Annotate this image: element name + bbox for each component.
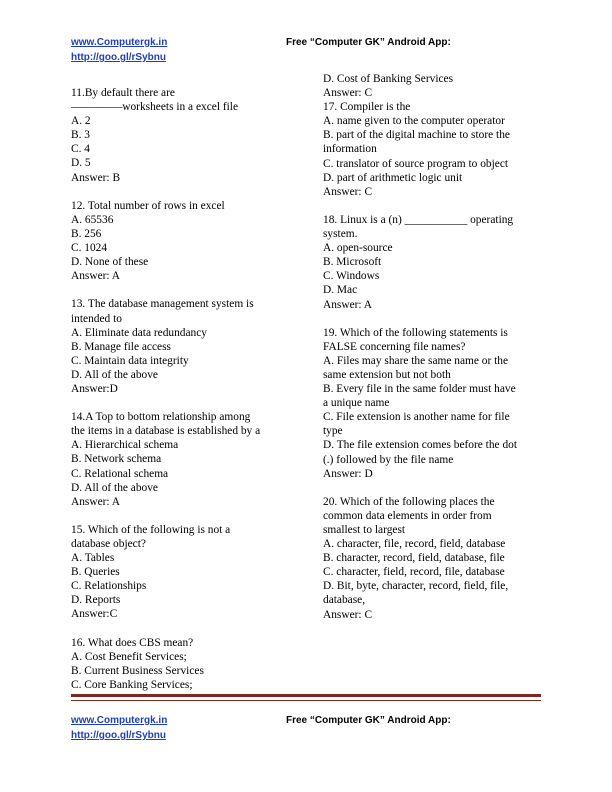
text-line: 14.A Top to bottom relationship among <box>71 411 251 424</box>
text-line: smallest to largest <box>323 524 406 536</box>
text-line: 13. The database management system is <box>71 298 254 311</box>
blank-line <box>71 396 293 410</box>
text-line: B. Every file in the same folder must have <box>323 383 516 396</box>
text-line: C. Relational schema <box>71 467 169 480</box>
text-line: database object? <box>71 538 146 550</box>
blank-line <box>71 622 293 636</box>
text-line: information <box>323 143 377 156</box>
text-line: C. character, field, record, file, database <box>323 566 505 579</box>
footer-app-text: Free “Computer GK” Android App: <box>286 715 451 726</box>
text-line: D. Reports <box>71 594 121 607</box>
text-line: B. part of the digital machine to store the <box>323 129 510 142</box>
text-line: 19. Which of the following statements is <box>323 326 508 339</box>
text-line: C. Windows <box>323 270 380 283</box>
text-line: A. 65536 <box>71 213 114 226</box>
header-site-link[interactable]: www.Computergk.in <box>71 37 168 48</box>
text-line: C. File extension is another name for file <box>323 411 510 424</box>
text-line: 20. Which of the following places the <box>323 495 495 508</box>
text-line: FALSE concerning file names? <box>323 340 466 353</box>
text-line: D. The file extension comes before the dot <box>323 439 518 452</box>
left-column <box>71 86 293 692</box>
text-line: ————–worksheets in a excel file <box>71 101 239 114</box>
blank-line <box>71 509 293 523</box>
text-line: the items in a database is established by a <box>71 425 261 438</box>
text-line: B. Current Business Services <box>71 664 204 677</box>
page-header <box>71 35 451 65</box>
footer-short-link[interactable]: http://goo.gl/rSybnu <box>71 730 166 741</box>
text-line: C. translator of source program to object <box>323 157 509 170</box>
header-app-text: Free “Computer GK” Android App: <box>286 37 451 48</box>
text-line: Answer: A <box>71 495 121 508</box>
text-line: B. Microsoft <box>323 256 382 269</box>
text-line: type <box>323 425 343 438</box>
text-line: D. All of the above <box>71 368 158 381</box>
text-line: Answer: A <box>323 298 373 311</box>
text-line: D. 5 <box>71 157 91 170</box>
text-line: C. Maintain data integrity <box>71 354 189 367</box>
text-line: B. 3 <box>71 129 90 142</box>
text-line: Answer: C <box>323 608 373 621</box>
text-line: Answer: C <box>323 185 373 198</box>
text-line: Answer: A <box>71 270 121 283</box>
text-line: B. Queries <box>71 566 120 579</box>
text-line: 16. What does CBS mean? <box>71 636 194 649</box>
text-line: 12. Total number of rows in excel <box>71 199 225 212</box>
text-line: D. Bit, byte, character, record, field, file, <box>323 580 509 593</box>
text-line: D. Cost of Banking Services <box>323 73 454 85</box>
text-line: A. Hierarchical schema <box>71 439 179 452</box>
blank-line <box>71 185 293 199</box>
blank-line <box>323 312 545 326</box>
text-line: common data elements in order from <box>323 509 492 522</box>
text-line: database, <box>323 594 366 607</box>
text-line: A. Tables <box>71 552 115 565</box>
text-line: Answer: B <box>71 171 121 184</box>
text-line: A. open-source <box>323 242 393 255</box>
text-line: D. None of these <box>71 256 149 269</box>
text-line: system. <box>323 228 358 241</box>
text-line: Answer: C <box>323 87 373 100</box>
blank-line <box>323 481 545 495</box>
text-line: Answer: D <box>323 467 373 480</box>
text-line: B. character, record, field, database, file <box>323 552 505 565</box>
text-line: A. name given to the computer operator <box>323 115 505 128</box>
text-line: intended to <box>71 312 122 325</box>
text-line: D. All of the above <box>71 481 158 494</box>
text-line: A. Files may share the same name or the <box>323 354 509 367</box>
text-line: B. 256 <box>71 227 102 240</box>
text-line: C. Relationships <box>71 580 147 593</box>
text-line: A. 2 <box>71 115 91 128</box>
page-footer <box>71 713 451 743</box>
text-line: Answer:D <box>71 382 118 395</box>
footer-divider-thick <box>71 694 541 697</box>
blank-line <box>71 283 293 297</box>
footer-divider-thin <box>71 700 541 701</box>
text-line: D. part of arithmetic logic unit <box>323 171 463 184</box>
text-line: 11.By default there are <box>71 87 175 99</box>
text-line: D. Mac <box>323 284 358 297</box>
text-line: C. Core Banking Services; <box>71 678 193 691</box>
text-line: 15. Which of the following is not a <box>71 523 231 536</box>
text-line: a unique name <box>323 397 390 410</box>
text-line: A. Cost Benefit Services; <box>71 650 187 663</box>
text-line: B. Network schema <box>71 453 162 466</box>
text-line: 18. Linux is a (n) ___________ operating <box>323 213 514 226</box>
footer-site-link[interactable]: www.Computergk.in <box>71 715 168 726</box>
right-column <box>323 72 545 622</box>
text-line: (.) followed by the file name <box>323 453 454 466</box>
text-line: A. character, file, record, field, database <box>323 538 506 551</box>
header-short-link[interactable]: http://goo.gl/rSybnu <box>71 52 166 63</box>
text-line: A. Eliminate data redundancy <box>71 326 208 339</box>
text-line: same extension but not both <box>323 368 451 381</box>
text-line: C. 1024 <box>71 242 108 255</box>
text-line: Answer:C <box>71 608 118 621</box>
text-line: 17. Compiler is the <box>323 101 411 114</box>
blank-line <box>323 199 545 213</box>
text-line: C. 4 <box>71 143 90 156</box>
text-line: B. Manage file access <box>71 340 171 353</box>
